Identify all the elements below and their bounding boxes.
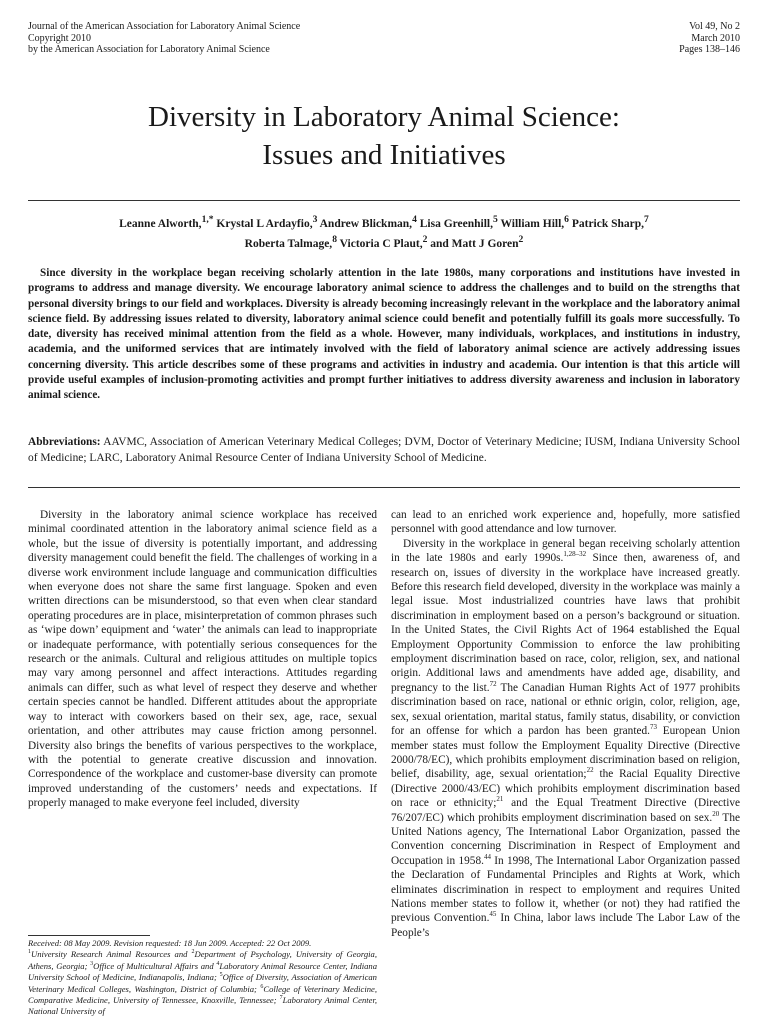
citation-ref: 1,28–32 <box>563 550 587 559</box>
affiliation-number: 4 <box>216 960 220 967</box>
body-text: Since then, awareness of, and research on, issues of diversity in the workplace have increased greatly. Before this research field developed, diversity in the workplace was mainly a legal issue. Most industrialized countries have laws that prohibit discrimination in employment based on a person’s background or situation. In the United States, the Civil Rights Act of 1964 established the Equal Employment Opportunity Commission to enforce the law prohibiting employment discrimination based on race, color, religion, sex, and national origin. Additional laws and amendments have added age, disability, and pregnancy to the list. <box>391 552 740 694</box>
page-range: Pages 138–146 <box>679 44 740 55</box>
received-dates: Received: 08 May 2009. Revision requested: 18 Jun 2009. Accepted: 22 Oct 2009. <box>28 938 312 948</box>
affiliation-text: Department of Psychology, University of Georgia, Athens, Georgia; <box>28 949 377 971</box>
affiliation-marker: 2 <box>422 233 428 245</box>
affiliation-marker: 6 <box>564 214 569 225</box>
affiliation-text: University Research Animal Resources and <box>31 949 192 960</box>
footnote <box>28 938 377 1018</box>
citation-ref: 45 <box>489 910 497 919</box>
issue-date: March 2010 <box>691 32 740 44</box>
body-text: European Union member states must follow the Employment Equality Directive (Directive 2000/78/EC), which prohibits employment discrimination based on religion, belief, disability, age, sexual orientation; <box>391 725 740 781</box>
abstract: Since diversity in the workplace began receiving scholarly attention in the late 1980s, many corporations and institutions have invested in programs to address and manage diversity. We encourage laboratory animal science to address the challenges and to build on the strengths that personal diversity brings to our field and workplaces. Diversity is already becoming increasingly relevant in the workplace and the laboratory animal science field. By addressing issues related to diversity, laboratory animal science could benefit and potentially fulfill its goals more successfully. To date, diversity has received minimal attention from the field as a whole. However, many individuals, workplaces, and institutions in industry, academia, and the uniformed services that are intimately involved with the field of laboratory animal science are actively addressing issues concerning diversity. This article describes some of these programs and activities in industry and academia. Our intention is that this article will provide useful examples of inclusion-promoting activities and prompt further initiatives to address diversity awareness and inclusion in laboratory animal science. <box>28 267 740 402</box>
left-column <box>28 508 377 811</box>
author-name: Krystal L Ardayfio, <box>213 217 313 230</box>
affiliation-marker: 3 <box>312 214 318 225</box>
affiliation-marker: 1,* <box>201 214 214 225</box>
citation-ref: 22 <box>586 766 594 775</box>
affiliation-marker: 7 <box>644 214 649 225</box>
affiliation-marker: 8 <box>332 233 337 245</box>
abbreviations <box>28 435 740 466</box>
body-text: In 1998, The International Labor Organization passed the Declaration of Fundamental Principles and Rights at Work, which eliminates discrimination in respect to employment and requires United Nations member states to follow it, whether (or not) they had ratified the previous Convention. <box>391 854 740 925</box>
affiliation-text: Office of Multicultural Affairs and <box>93 960 217 971</box>
author-name: and Matt J Goren <box>427 237 519 250</box>
title-rule <box>28 200 740 201</box>
author-name: William Hill, <box>497 217 565 230</box>
affiliation-marker: 5 <box>493 214 498 225</box>
right-column <box>391 508 740 940</box>
issue-info <box>679 21 740 56</box>
body-text: and the Equal Treatment Directive (Directive 76/207/EC) which prohibits employment discrimination based on sex. <box>391 797 740 824</box>
body-paragraph: can lead to an enriched work experience and, hopefully, more satisfied personnel with good attendance and low turnover. <box>391 509 740 536</box>
affiliation-number: 2 <box>191 949 195 956</box>
title-line-1: Diversity in Laboratory Animal Science: <box>148 101 620 133</box>
citation-ref: 20 <box>712 809 720 818</box>
body-text: the Racial Equality Directive (Directive 2000/43/EC) which prohibits employment discrimination based on race or ethnicity; <box>391 768 740 810</box>
affiliation-number: 5 <box>219 972 223 979</box>
body-paragraph: Diversity in the laboratory animal science workplace has received minimal coordinated attention in the laboratory animal science field as a whole, but the issue of diversity is potentially important, and addressing diversity management could benefit the field. The challenges of working in a diverse work environment include language and communication difficulties when everyone does not share the same first language. Spoken and even written directions can be misunderstood, so that even when clear standard operating procedures are in place, misinterpretation of common phrases such as ‘wipe down’ equipment and ‘water’ the animals can lead to inappropriate or inadequate performance, with potentially serious consequences for the research or the animals. Cultural and religious attitudes on multiple topics may vary among personnel and affect interactions. Attitudes regarding animals can differ, such as what level of respect they deserve and whether certain species cannot be handled. Different attitudes about the appropriate way to interact with coworkers based on their sex, age, race, sexual orientation, and other attributes may cause friction among personnel. Diversity also brings the benefits of various perspectives to the workplace, with the potential to generate creative discussion and innovation. Correspondence of the workplace and customer-base diversity can promote improved understanding of the customers’ needs and expectations. If properly managed to make everyone feel included, diversity <box>28 509 377 810</box>
footnote-rule <box>28 935 150 936</box>
body-text: The Canadian Human Rights Act of 1977 prohibits discrimination based on race, national or ethnic origin, color, religion, age, sex, sexual orientation, marital status, family status, disability, or conviction for an offense for which a pardon has been granted. <box>391 681 740 738</box>
copyright: Copyright 2010 <box>28 32 92 44</box>
abbreviations-text: AAVMC, Association of American Veterinary Medical Colleges; DVM, Doctor of Veterinary Medicine; IUSM, Indiana University School of Medicine; LARC, Laboratory Animal Resource Center of Indiana University School of Medicine. <box>28 436 740 464</box>
affiliation-text: Office of Diversity, Association of American Veterinary Medical Colleges, Washington, District of Columbia; <box>28 972 377 994</box>
affiliation-number: 3 <box>90 960 94 967</box>
author-name: Lisa Greenhill, <box>416 217 494 230</box>
author-name: Roberta Talmage, <box>244 237 333 250</box>
author-name: Patrick Sharp, <box>568 217 645 230</box>
body-text: The United Nations agency, The International Labor Organization, passed the Convention concerning Discrimination in Respect of Employment and Occupation in 1958. <box>391 811 740 867</box>
article-title <box>28 98 740 174</box>
abstract-rule <box>28 487 740 488</box>
citation-ref: 44 <box>483 852 491 861</box>
affiliation-marker: 2 <box>518 233 524 245</box>
affiliation-marker: 4 <box>412 214 417 225</box>
volume: Vol 49, No 2 <box>689 21 740 32</box>
affiliation-number: 7 <box>279 995 283 1002</box>
abbreviations-label: Abbreviations: <box>28 436 101 448</box>
body-paragraph <box>391 537 740 940</box>
title-line-2: Issues and Initiatives <box>262 139 506 171</box>
author-name: Andrew Blickman, <box>317 217 413 230</box>
author-name: Victoria C Plaut, <box>336 237 423 250</box>
citation-ref: 72 <box>489 680 497 689</box>
journal-header <box>28 21 300 56</box>
citation-ref: 21 <box>496 795 504 804</box>
affiliation-text: College of Veterinary Medicine, Comparative Medicine, University of Tennessee, Knoxville, Tennessee; <box>28 983 377 1006</box>
affiliation-number: 1 <box>28 949 31 956</box>
affiliation-text: Laboratory Animal Resource Center, Indiana University School of Medicine, Indianapolis, Indiana; <box>28 960 377 983</box>
journal-name: Journal of the American Association for Laboratory Animal Science <box>28 21 301 32</box>
author-name: Leanne Alworth, <box>119 217 202 230</box>
publisher: by the American Association for Laboratory Animal Science <box>28 44 270 55</box>
author-list <box>40 212 728 252</box>
affiliation-text: Laboratory Animal Center, National University of <box>28 995 377 1017</box>
affiliation-number: 6 <box>260 983 264 990</box>
body-text: Diversity in the workplace in general began receiving scholarly attention in the late 1980s and early 1990s. <box>391 537 740 565</box>
body-text: In China, labor laws include The Labor Law of the People’s <box>391 912 740 939</box>
citation-ref: 73 <box>649 723 657 732</box>
